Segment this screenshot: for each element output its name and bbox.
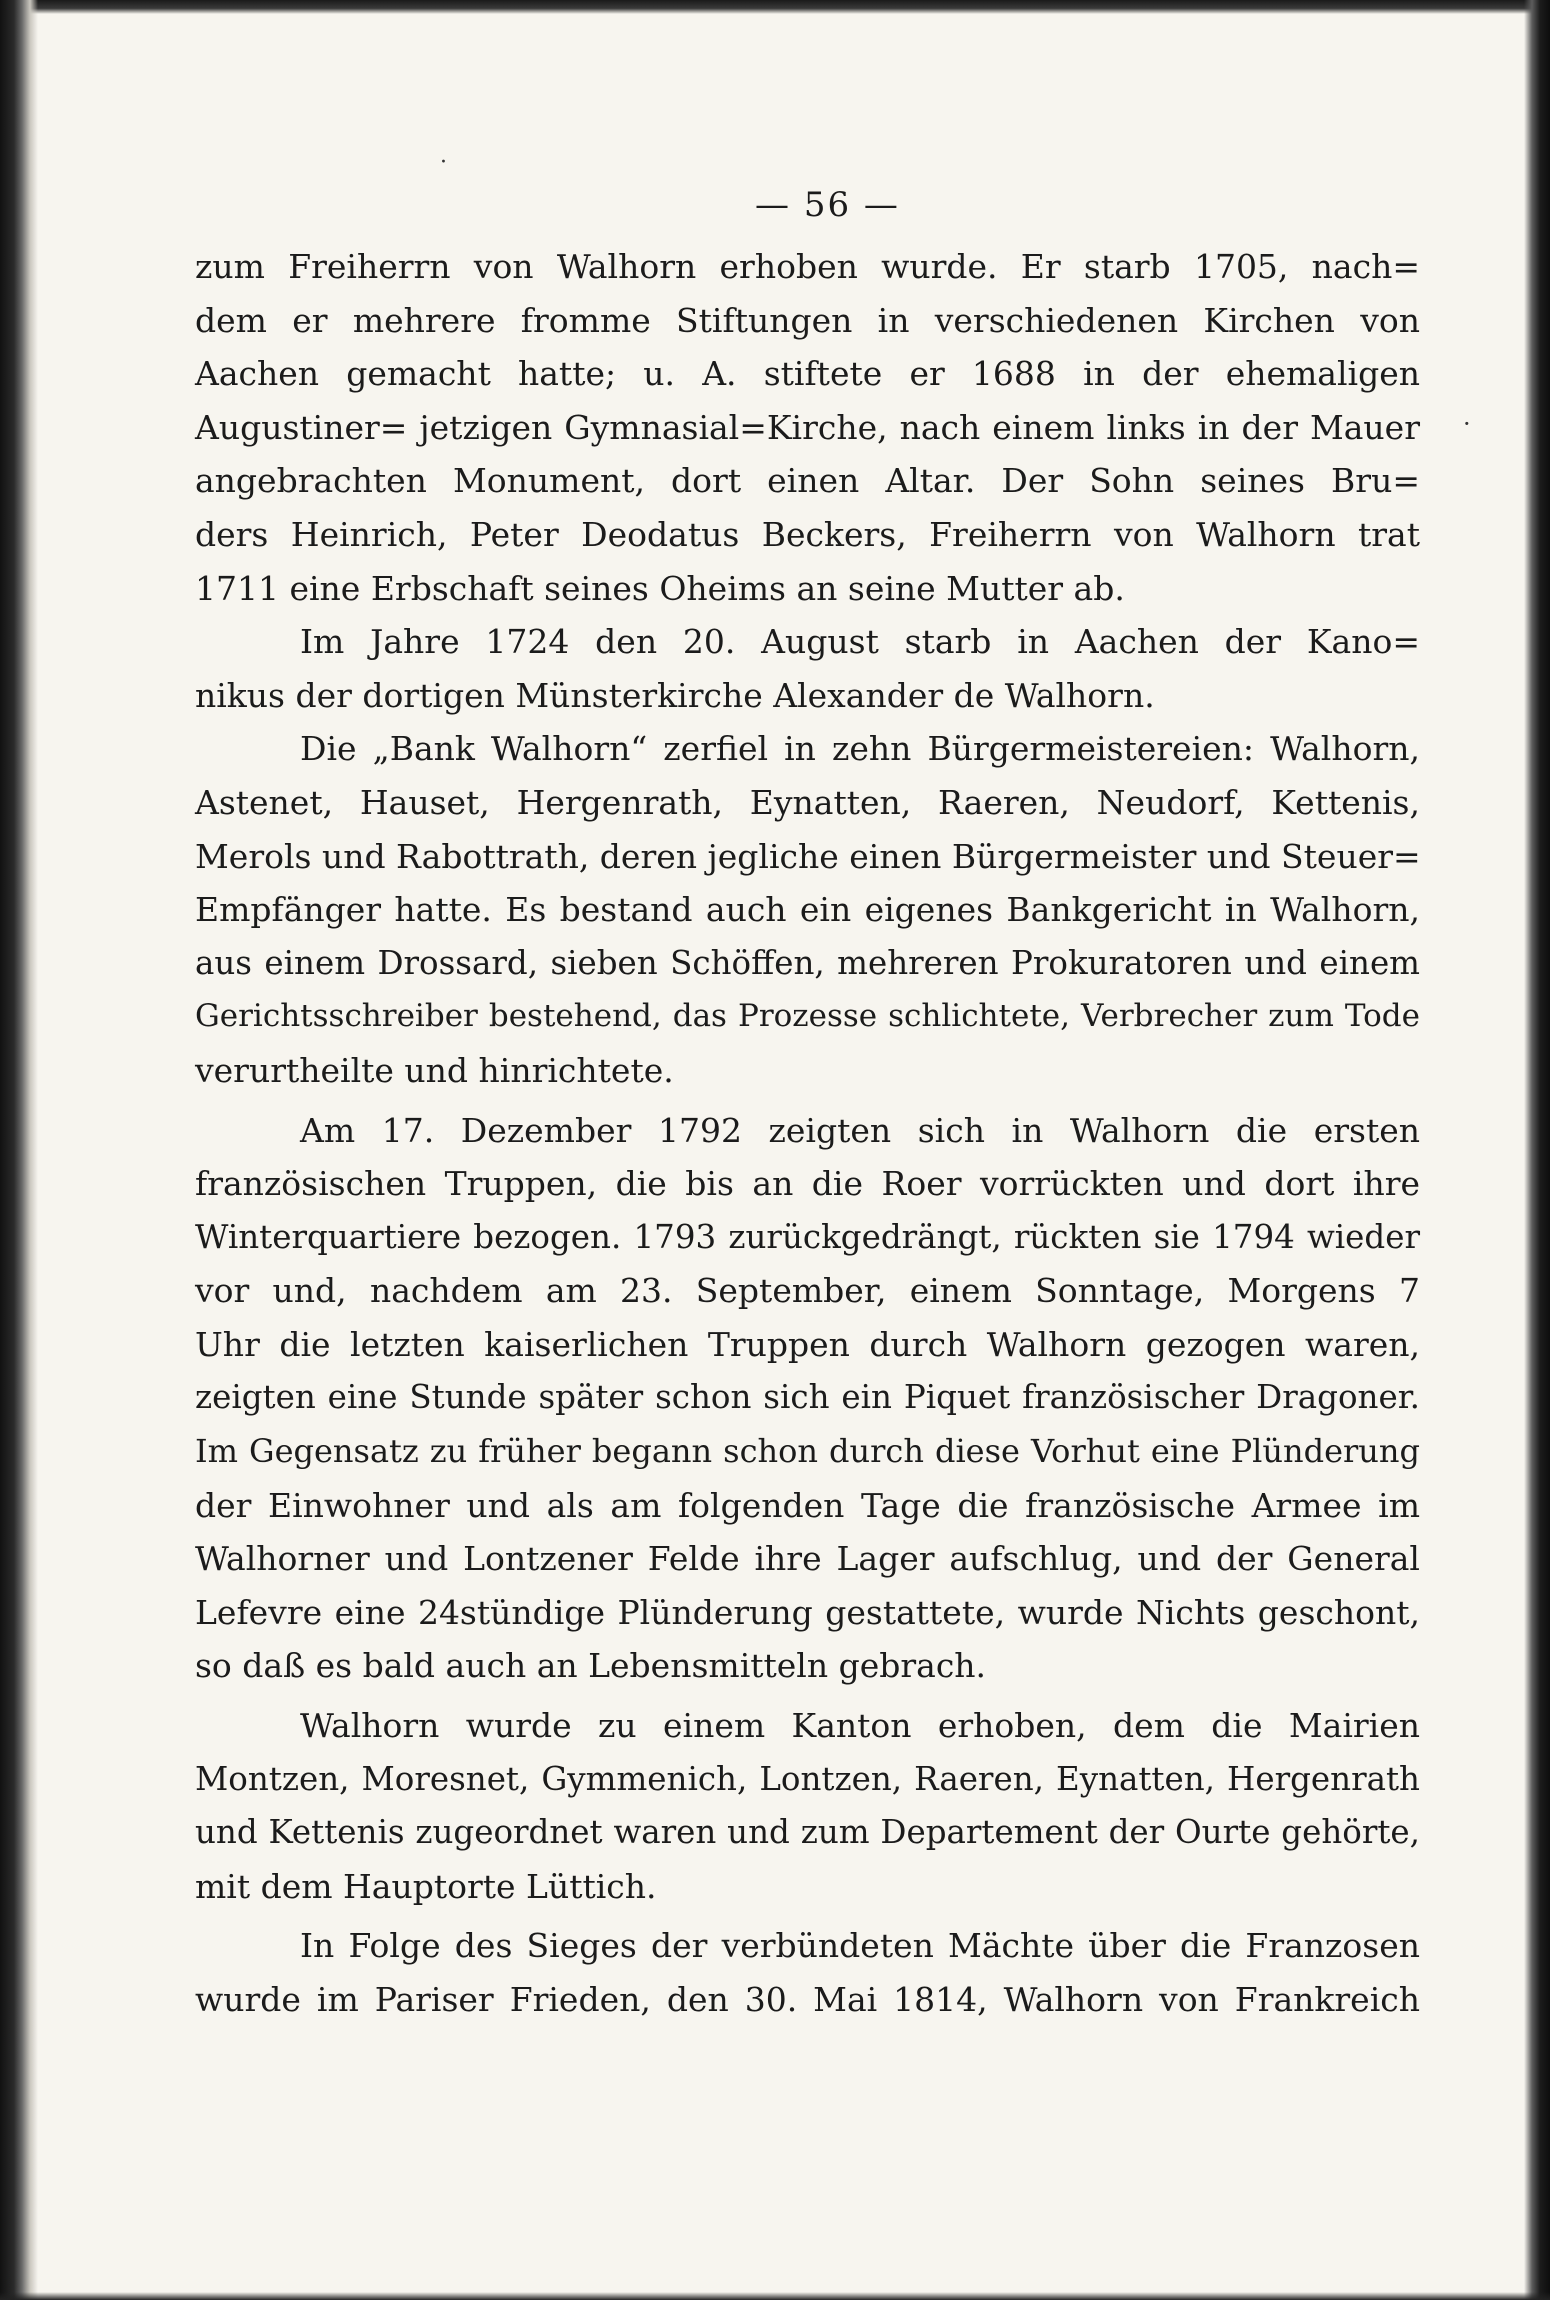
text-line: Gerichtsschreiber bestehend, das Prozesse schlichtete, Verbrecher zum Tode: [195, 998, 1420, 1035]
paragraph: [195, 615, 1420, 722]
text-line: aus einem Drossard, sieben Schöffen, mehreren Prokuratoren und einem: [195, 943, 1420, 982]
text-line: Die „Bank Walhorn“ zerfiel in zehn Bürgermeistereien: Walhorn,: [300, 729, 1420, 769]
text-line: mit dem Hauptorte Lüttich.: [195, 1866, 657, 1906]
paragraph: [195, 240, 1420, 615]
text-line: vor und, nachdem am 23. September, einem Sonntage, Morgens 7: [195, 1271, 1420, 1311]
page-edge-top: [0, 0, 1550, 14]
ink-speck: ·: [440, 150, 447, 175]
text-line: Im Jahre 1724 den 20. August starb in Aachen der Kano=: [300, 622, 1420, 662]
page-number: — 56 —: [755, 185, 900, 225]
text-line: angebrachten Monument, dort einen Altar. Der Sohn seines Bru=: [195, 461, 1420, 501]
text-line: Walhorner und Lontzener Felde ihre Lager aufschlug, und der General: [195, 1539, 1420, 1579]
text-line: dem er mehrere fromme Stiftungen in verschiedenen Kirchen von: [195, 300, 1420, 340]
paragraph: [195, 1919, 1420, 2026]
page-edge-left: [0, 0, 38, 2300]
text-line: Uhr die letzten kaiserlichen Truppen durch Walhorn gezogen waren,: [195, 1324, 1420, 1364]
text-line: der Einwohner und als am folgenden Tage die französische Armee im: [195, 1485, 1420, 1525]
text-line: Merols und Rabottrath, deren jegliche einen Bürgermeister und Steuer=: [195, 836, 1421, 876]
text-line: Walhorn wurde zu einem Kanton erhoben, dem die Mairien: [300, 1706, 1420, 1746]
text-line: Am 17. Dezember 1792 zeigten sich in Walhorn die ersten: [300, 1110, 1420, 1150]
text-line: Empfänger hatte. Es bestand auch ein eigenes Bankgericht in Walhorn,: [195, 890, 1420, 930]
text-line: In Folge des Sieges der verbündeten Mächte über die Franzosen: [300, 1926, 1420, 1966]
text-line: Astenet, Hauset, Hergenrath, Eynatten, Raeren, Neudorf, Kettenis,: [195, 782, 1420, 822]
text-line: zum Freiherrn von Walhorn erhoben wurde. Er starb 1705, nach=: [195, 247, 1420, 286]
paragraph: [195, 1104, 1420, 1694]
page-text: [195, 170, 1420, 2027]
text-line: Aachen gemacht hatte; u. A. stiftete er 1688 in der ehemaligen: [195, 354, 1420, 394]
text-line: nikus der dortigen Münsterkirche Alexander de Walhorn.: [195, 675, 1155, 715]
text-line: Winterquartiere bezogen. 1793 zurückgedrängt, rückten sie 1794 wieder: [195, 1217, 1420, 1256]
text-line: ders Heinrich, Peter Deodatus Beckers, Freiherrn von Walhorn trat: [195, 514, 1420, 554]
text-line: Im Gegensatz zu früher begann schon durch diese Vorhut eine Plünderung: [195, 1432, 1420, 1471]
text-line: zeigten eine Stunde später schon sich ein Piquet französischer Dragoner.: [195, 1378, 1420, 1417]
text-line: Lefevre eine 24stündige Plünderung gestattete, wurde Nichts geschont,: [195, 1592, 1420, 1632]
text-line: verurtheilte und hinrichtete.: [195, 1050, 674, 1090]
text-line: französischen Truppen, die bis an die Roer vorrückten und dort ihre: [195, 1164, 1420, 1204]
ink-speck: ·: [1463, 410, 1471, 438]
text-line: Montzen, Moresnet, Gymmenich, Lontzen, Raeren, Eynatten, Hergenrath: [195, 1759, 1420, 1798]
page-edge-bottom: [0, 2292, 1550, 2300]
paragraph: [195, 722, 1420, 1097]
text-line: wurde im Pariser Frieden, den 30. Mai 1814, Walhorn von Frankreich: [195, 1980, 1420, 2019]
text-line: so daß es bald auch an Lebensmitteln gebrach.: [195, 1646, 987, 1686]
text-line: und Kettenis zugeordnet waren und zum Departement der Ourte gehörte,: [195, 1813, 1420, 1852]
text-line: Augustiner= jetzigen Gymnasial=Kirche, nach einem links in der Mauer: [195, 407, 1420, 447]
page-edge-right: [1524, 0, 1550, 2300]
paragraph: [195, 1699, 1420, 1913]
text-line: 1711 eine Erbschaft seines Oheims an seine Mutter ab.: [195, 568, 1125, 608]
